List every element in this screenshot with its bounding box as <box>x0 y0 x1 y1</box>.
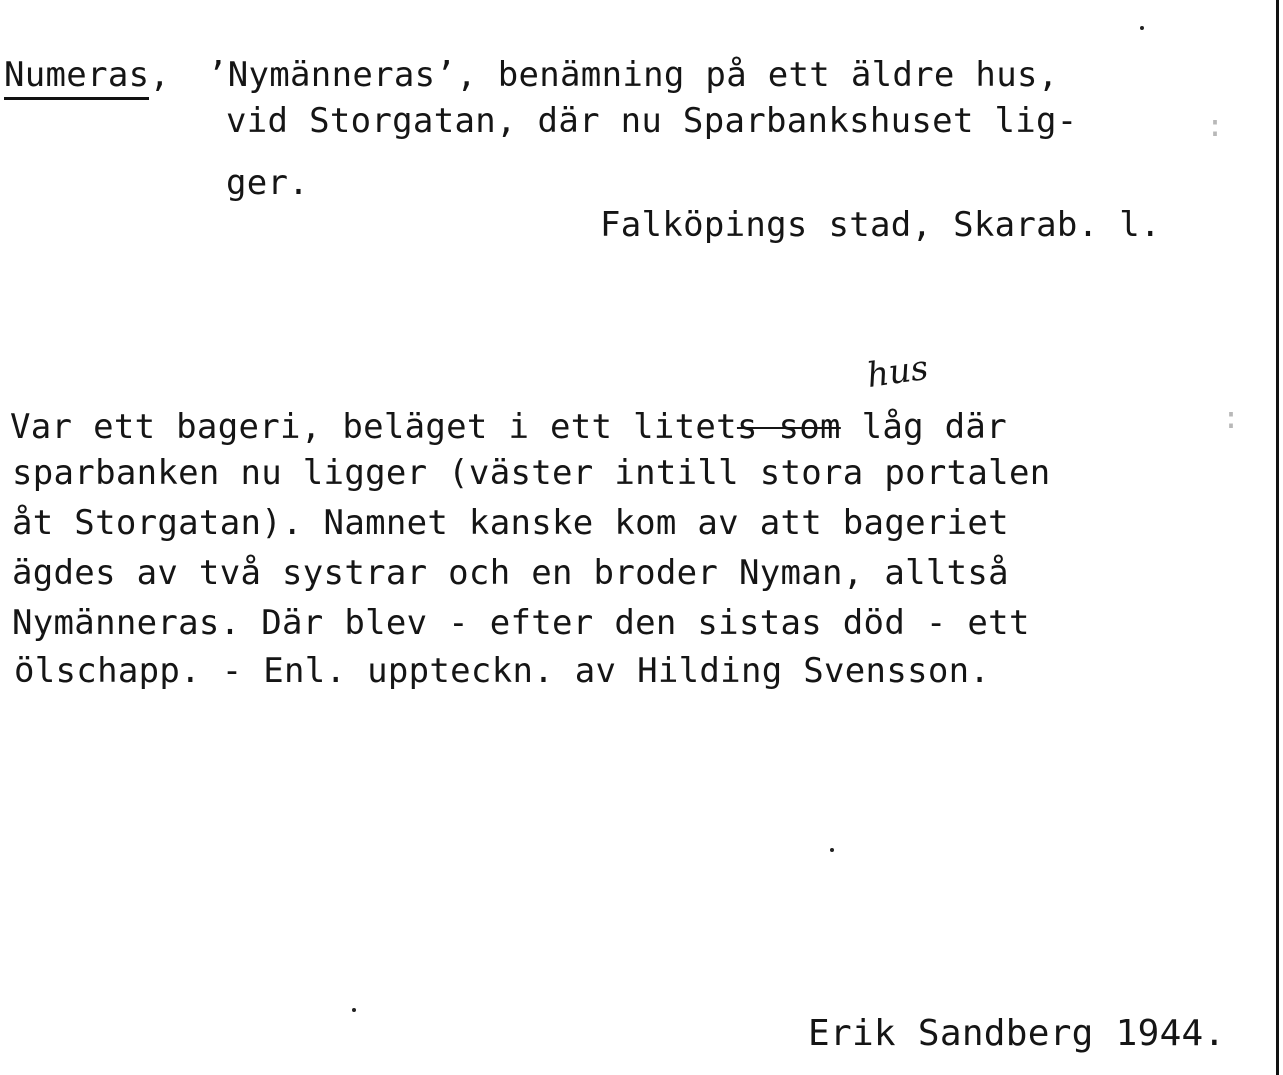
note-line-1 <box>10 407 1007 447</box>
headword: Numeras <box>4 55 149 100</box>
note-line-2: sparbanken nu ligger (väster intill stora portalen <box>12 453 1051 493</box>
note-line-6: ölschapp. - Enl. uppteckn. av Hilding Svensson. <box>14 651 991 691</box>
note-line-1-end: låg där <box>840 407 1007 447</box>
entry-first-line <box>4 55 1059 95</box>
faint-scan-mark: : <box>1222 401 1241 436</box>
note-line-3: åt Storgatan). Namnet kanske kom av att bageriet <box>12 503 1009 543</box>
scan-speck <box>1140 26 1144 30</box>
entry-definition-line-3: ger. <box>226 163 310 203</box>
place-name: Falköpings stad, Skarab. l. <box>600 205 1161 245</box>
entry-definition-start: ’Nymänneras’, benämning på ett äldre hus, <box>206 55 1059 95</box>
card-right-edge <box>1276 0 1279 1075</box>
struck-text: s som <box>736 407 841 447</box>
headword-comma: , <box>149 55 171 95</box>
note-line-5: Nymänneras. Där blev - efter den sistas död - ett <box>12 603 1030 643</box>
handwritten-insertion: hus <box>864 347 931 396</box>
note-line-4: ägdes av två systrar och en broder Nyman, alltså <box>12 553 1009 593</box>
note-line-1-start: Var ett bageri, beläget i ett litet <box>10 407 737 447</box>
signature: Erik Sandberg 1944. <box>808 1013 1226 1054</box>
scan-speck <box>830 848 834 852</box>
scan-speck <box>352 1008 356 1012</box>
entry-definition-line-2: vid Storgatan, där nu Sparbankshuset lig- <box>226 101 1078 141</box>
faint-scan-mark: : <box>1206 109 1225 144</box>
